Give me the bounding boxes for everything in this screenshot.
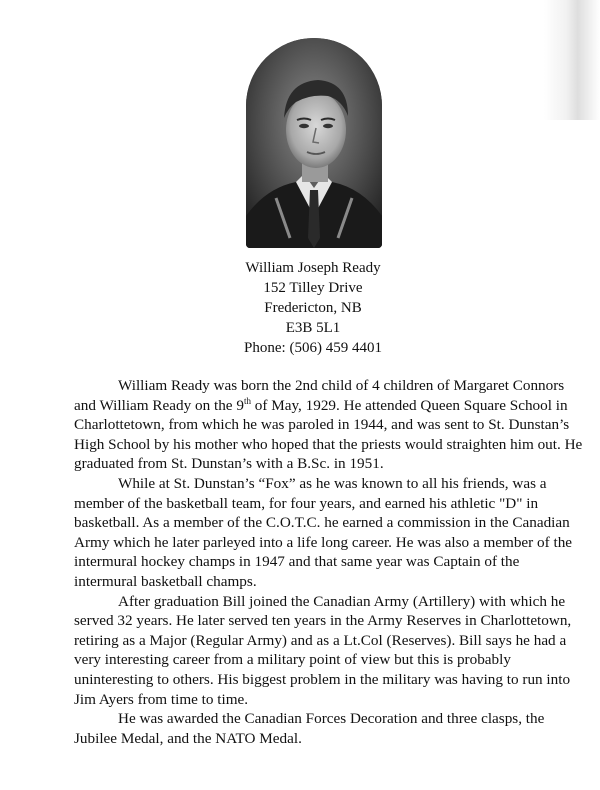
- bio-paragraph-1: [74, 376, 586, 474]
- city-province: Fredericton, NB: [264, 300, 362, 316]
- scan-artifact: [544, 0, 600, 120]
- bio-paragraph-2: While at St. Dunstan’s “Fox” as he was known to all his friends, was a member of the basketball team, for four years, and earned his athletic "D" in basketball. As a member of the C.O.T.C. he earned a commission in the Canadian Army which he later parleyed into a life long career. He was also a member of the intermural hockey champs in 1947 and that same year was Captain of the intermural basketball champs.: [74, 474, 573, 590]
- person-name: William Joseph Ready: [245, 260, 381, 276]
- postal-code: E3B 5L1: [285, 320, 341, 336]
- portrait-illustration: [246, 38, 382, 248]
- bio-paragraph-4: He was awarded the Canadian Forces Decoration and three clasps, the Jubilee Medal, and the NATO Medal.: [74, 710, 545, 747]
- biography: [74, 376, 586, 748]
- street-address: 152 Tilley Drive: [263, 280, 363, 296]
- bio-paragraph-1-text-b: of May, 1929. He attended Queen Square School in Charlottetown, from which he was paroled in 1944, and was sent to St. Dunstan’s High School by his mother who hoped that the priests would straighten him out. He graduated from St. Dunstan’s with a B.Sc. in 1951.: [74, 396, 583, 473]
- portrait-photo: [246, 38, 382, 248]
- bio-paragraph-3: After graduation Bill joined the Canadian Army (Artillery) with which he served 32 years. He later served ten years in the Army Reserves in Charlottetown, retiring as a Major (Regular Army) and as a Lt.Col (Reserves). Bill says he had a very interesting career from a military point of view but this is probably uninteresting to others. His biggest problem in the military was having to run into Jim Ayers from time to time.: [74, 592, 572, 708]
- phone-number: Phone: (506) 459 4401: [244, 340, 382, 356]
- ordinal-suffix: th: [243, 395, 251, 406]
- contact-block: [180, 258, 446, 358]
- bio-paragraph-1-text-a: William Ready was born the 2nd child of 4 children of Margaret Connors and William Ready on the 9: [74, 377, 565, 414]
